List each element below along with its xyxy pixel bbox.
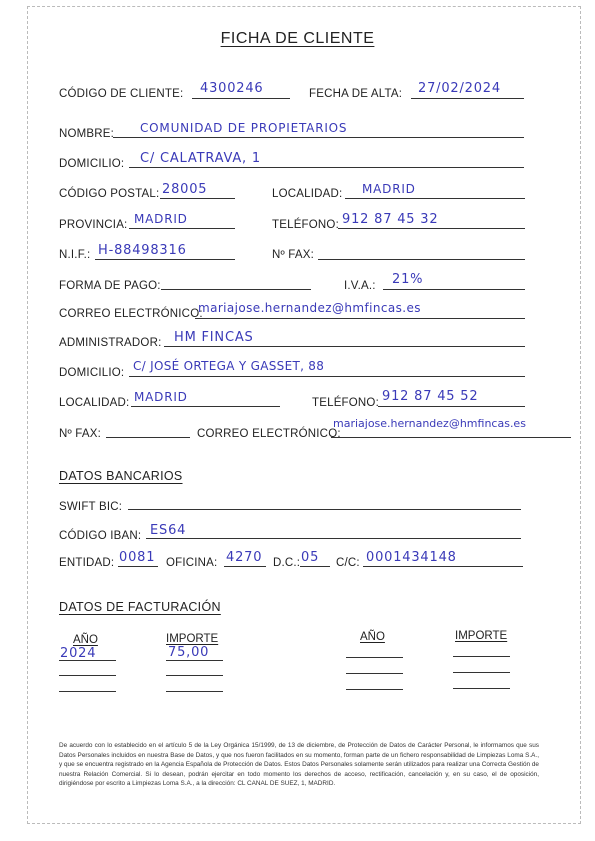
- facturacion-anio-value: 2024: [60, 646, 97, 661]
- admin-telefono-value: 912 87 45 52: [382, 389, 479, 404]
- facturacion-importe-value: 75,00: [168, 645, 210, 660]
- cc-line: [363, 566, 523, 567]
- nif-label: N.I.F.:: [59, 249, 91, 261]
- importe2-line-1: [453, 656, 510, 657]
- codigo-postal-label: CÓDIGO POSTAL:: [59, 188, 160, 200]
- forma-pago-label: FORMA DE PAGO:: [59, 280, 161, 292]
- admin-correo-line: [331, 437, 571, 438]
- iva-line: [383, 289, 525, 290]
- anio2-line-1: [346, 657, 403, 658]
- codigo-cliente-label: CÓDIGO DE CLIENTE:: [59, 88, 184, 100]
- iban-label: CÓDIGO IBAN:: [59, 530, 142, 542]
- admin-correo-value: mariajose.hernandez@hmfincas.es: [333, 417, 526, 430]
- dc-label: D.C.:: [273, 557, 301, 569]
- forma-pago-line: [161, 289, 311, 290]
- importe-header-2: IMPORTE: [455, 630, 508, 642]
- oficina-value: 4270: [226, 550, 263, 565]
- localidad-line: [345, 198, 525, 199]
- cc-label: C/C:: [336, 557, 360, 569]
- admin-domicilio-line: [129, 376, 525, 377]
- fax-line: [318, 259, 525, 260]
- administrador-value: HM FINCAS: [174, 330, 254, 345]
- admin-fax-line: [106, 437, 190, 438]
- domicilio-line: [129, 167, 524, 168]
- legal-notice: De acuerdo con lo establecido en el artículo 5 de la Ley Orgánica 15/1999, de 13 de diciembre, de Protección de Datos de Carácter Personal, le informamos que sus Datos Personales incluidos en nuestra Base de Datos, y que nos fueron facilitados en su momento, forman parte de un fichero responsabilidad de Limpiezas Loma S.A., y que se encuentra registrado en la Agencia Española de Protección de Datos. Estos Datos Personales solamente serán utilizados para realizar una Correcta Gestión de nuestra Relación Comercial. Si lo desean, podrán ejercitar en todo momento los derechos de acceso, rectificación, cancelación y, en su caso, el de oposición, dirigiéndose por escrito a Limpiezas Loma S.A., a la dirección: CL CANAL DE SUEZ, 1, MADRID.: [59, 742, 539, 787]
- admin-localidad-label: LOCALIDAD:: [59, 397, 130, 409]
- importe-line-1: [166, 660, 223, 661]
- oficina-line: [224, 566, 266, 567]
- codigo-postal-value: 28005: [162, 182, 208, 197]
- nif-line: [95, 259, 235, 260]
- importe-line-2: [166, 675, 223, 676]
- nif-value: H-88498316: [98, 243, 187, 258]
- admin-localidad-line: [131, 406, 280, 407]
- admin-correo-label: CORREO ELECTRÓNICO:: [197, 428, 341, 440]
- dc-line: [300, 566, 330, 567]
- admin-fax-label: Nº FAX:: [59, 428, 102, 440]
- codigo-cliente-line: [192, 98, 290, 99]
- correo-value: mariajose.hernandez@hmfincas.es: [198, 301, 421, 315]
- iban-line: [146, 538, 521, 539]
- domicilio-value: C/ CALATRAVA, 1: [140, 151, 261, 166]
- importe2-line-2: [453, 672, 510, 673]
- nombre-value: COMUNIDAD DE PROPIETARIOS: [140, 121, 348, 135]
- importe2-line-3: [453, 688, 510, 689]
- nombre-label: NOMBRE:: [59, 128, 115, 140]
- fax-label: Nº FAX:: [272, 249, 315, 261]
- anio2-line-2: [346, 673, 403, 674]
- swift-line: [128, 509, 521, 510]
- entidad-line: [118, 566, 158, 567]
- domicilio-label: DOMICILIO:: [59, 158, 125, 170]
- page-title: FICHA DE CLIENTE: [220, 30, 375, 47]
- datos-facturacion-heading: DATOS DE FACTURACIÓN: [59, 600, 221, 614]
- dc-value: 05: [301, 550, 320, 565]
- iva-label: I.V.A.:: [344, 280, 376, 292]
- provincia-value: MADRID: [134, 212, 188, 226]
- anio-line-3: [59, 691, 116, 692]
- admin-localidad-value: MADRID: [134, 390, 188, 404]
- nombre-line: [113, 137, 524, 138]
- administrador-label: ADMINISTRADOR:: [59, 337, 162, 349]
- anio-line-2: [59, 675, 116, 676]
- localidad-label: LOCALIDAD:: [272, 188, 343, 200]
- admin-domicilio-value: C/ JOSÉ ORTEGA Y GASSET, 88: [133, 359, 325, 373]
- provincia-line: [129, 228, 235, 229]
- administrador-line: [164, 346, 525, 347]
- entidad-value: 0081: [119, 550, 156, 565]
- codigo-cliente-value: 4300246: [200, 81, 264, 96]
- entidad-label: ENTIDAD:: [59, 557, 115, 569]
- telefono-value: 912 87 45 32: [342, 212, 439, 227]
- admin-domicilio-label: DOMICILIO:: [59, 367, 125, 379]
- fecha-alta-line: [411, 98, 524, 99]
- iva-value: 21%: [392, 272, 424, 287]
- iban-value: ES64: [150, 523, 187, 538]
- swift-label: SWIFT BIC:: [59, 501, 123, 513]
- cc-value: 0001434148: [366, 550, 457, 565]
- importe-line-3: [166, 691, 223, 692]
- fecha-alta-value: 27/02/2024: [418, 81, 501, 96]
- correo-line: [195, 318, 525, 319]
- provincia-label: PROVINCIA:: [59, 219, 128, 231]
- localidad-value: MADRID: [362, 182, 416, 196]
- fecha-alta-label: FECHA DE ALTA:: [309, 88, 403, 100]
- codigo-postal-line: [160, 198, 235, 199]
- importe-header-1: IMPORTE: [166, 633, 219, 645]
- anio-header-1: AÑO: [73, 634, 98, 646]
- anio-header-2: AÑO: [360, 631, 385, 643]
- anio2-line-3: [346, 689, 403, 690]
- admin-telefono-label: TELÉFONO:: [312, 397, 379, 409]
- telefono-label: TELÉFONO:: [272, 219, 339, 231]
- datos-bancarios-heading: DATOS BANCARIOS: [59, 469, 183, 483]
- correo-label: CORREO ELECTRÓNICO:: [59, 308, 203, 320]
- telefono-line: [338, 228, 525, 229]
- anio-line-1: [59, 660, 116, 661]
- oficina-label: OFICINA:: [166, 557, 218, 569]
- admin-telefono-line: [378, 406, 525, 407]
